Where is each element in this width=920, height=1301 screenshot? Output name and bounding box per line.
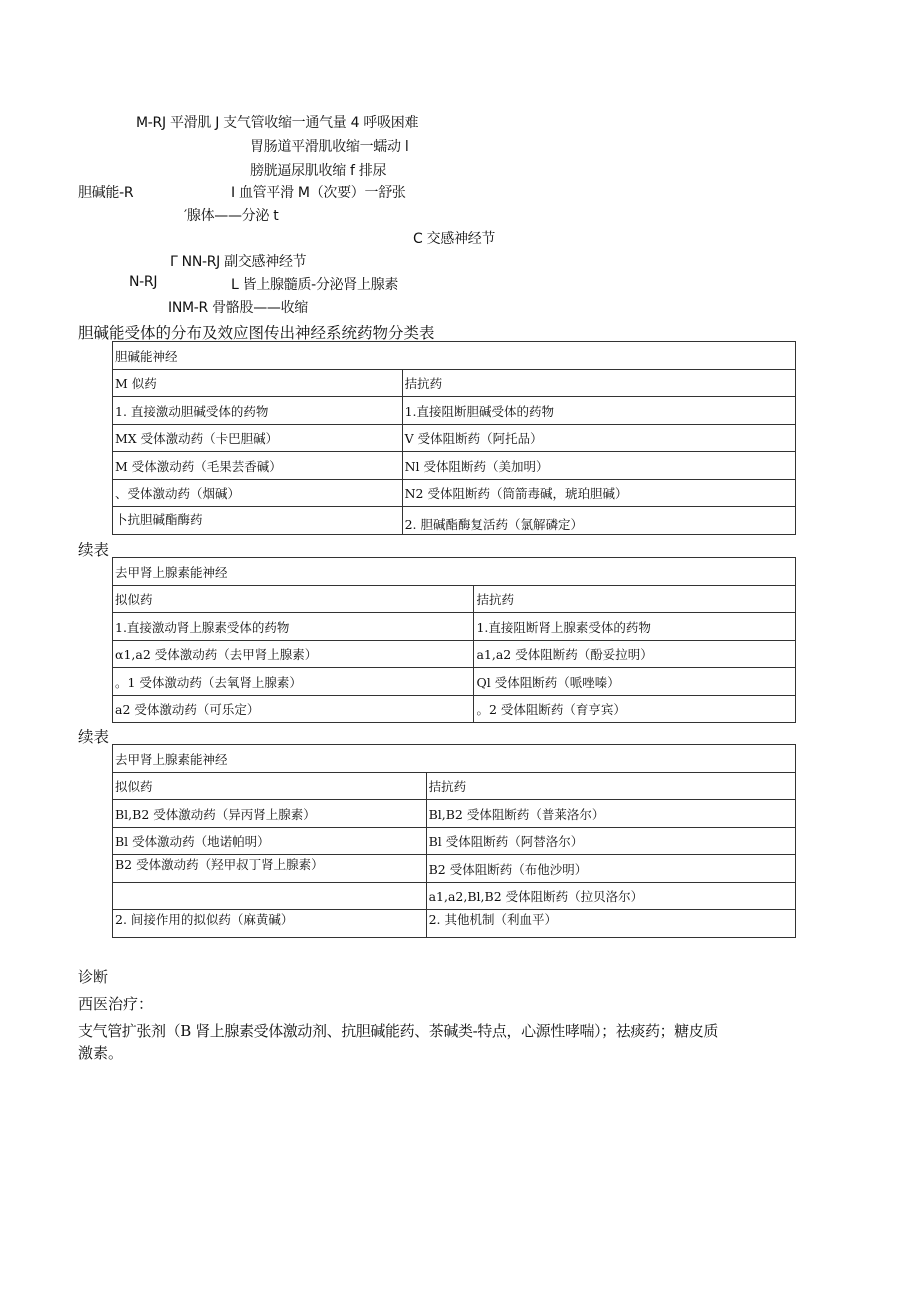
continued-label: 续表 bbox=[78, 728, 110, 746]
table-cell: 1. 直接激动胆碱受体的药物 bbox=[113, 397, 403, 425]
table-cell: Bl,B2 受体阻断药（普莱洛尔） bbox=[426, 800, 795, 828]
table-cell: M 似药 bbox=[113, 370, 403, 397]
table-row bbox=[113, 883, 796, 910]
table-row bbox=[113, 855, 796, 883]
table-cell: 拮抗药 bbox=[474, 586, 796, 613]
table-cell: B2 受体阻断药（布他沙明） bbox=[426, 855, 795, 883]
table-cell: 拟似药 bbox=[113, 586, 474, 613]
table-row bbox=[113, 370, 796, 397]
table-cell: 1.直接阻断肾上腺素受体的药物 bbox=[474, 613, 796, 641]
section-title: 胆碱能受体的分布及效应图传出神经系统药物分类表 bbox=[78, 324, 435, 342]
table-header: 去甲肾上腺素能神经 bbox=[113, 745, 796, 773]
cholinergic-drug-table bbox=[112, 341, 796, 535]
table-row bbox=[113, 668, 796, 696]
table-cell: B2 受体激动药（羟甲叔丁肾上腺素） bbox=[113, 855, 427, 883]
diagram-line-nm-receptor: INM-R 骨骼股——收缩 bbox=[168, 300, 309, 316]
table-cell: 。1 受体激动药（去氧肾上腺素） bbox=[113, 668, 474, 696]
continued-label: 续表 bbox=[78, 541, 110, 559]
table-row bbox=[113, 641, 796, 668]
table-cell: Bl 受体阻断药（阿替洛尔） bbox=[426, 828, 795, 855]
table-cell: 拮抗药 bbox=[426, 773, 795, 800]
diagram-root-label: 胆碱能-R bbox=[78, 185, 134, 201]
table-row bbox=[113, 910, 796, 938]
table-cell: V 受体阻断药（阿托品） bbox=[402, 425, 795, 452]
table-cell bbox=[113, 883, 427, 910]
table-row bbox=[113, 397, 796, 425]
table-row bbox=[113, 480, 796, 507]
table-cell: 拟似药 bbox=[113, 773, 427, 800]
table-cell: α1,a2 受体激动药（去甲肾上腺素） bbox=[113, 641, 474, 668]
table-cell: N2 受体阻断药（筒箭毒碱，琥珀胆碱） bbox=[402, 480, 795, 507]
table-cell: 。2 受体阻断药（育亨宾） bbox=[474, 696, 796, 723]
table-header-row bbox=[113, 342, 796, 370]
table-row bbox=[113, 425, 796, 452]
table-cell: 2. 胆碱酯酶复活药（氯解磷定） bbox=[402, 507, 795, 535]
table-row bbox=[113, 586, 796, 613]
table-row bbox=[113, 773, 796, 800]
table-row bbox=[113, 613, 796, 641]
table-cell: a1,a2,Bl,B2 受体阻断药（拉贝洛尔） bbox=[426, 883, 795, 910]
diagram-n-receptor-label: N-RJ bbox=[129, 274, 158, 290]
table-cell: a2 受体激动药（可乐定） bbox=[113, 696, 474, 723]
treatment-text-line-1: 支气管扩张剂（B 肾上腺素受体激动剂、抗胆碱能药、茶碱类-特点，心源性哮喘）；祛痰药；糖皮质 bbox=[78, 1022, 718, 1040]
table-row bbox=[113, 800, 796, 828]
diagram-line-vascular: I 血管平滑 M（次要）一舒张 bbox=[231, 185, 406, 201]
diagram-line-gi: 胃肠道平滑肌收缩一蠕动 l bbox=[250, 139, 409, 155]
table-header: 去甲肾上腺素能神经 bbox=[113, 558, 796, 586]
noradrenergic-alpha-table bbox=[112, 557, 796, 723]
table-cell: 、受体激动药（烟碱） bbox=[113, 480, 403, 507]
table-row bbox=[113, 696, 796, 723]
diagram-line-nn-receptor: Γ NN-RJ 副交感神经节 bbox=[170, 254, 307, 270]
table-cell: 1.直接阻断胆碱受体的药物 bbox=[402, 397, 795, 425]
diagram-line-bladder: 膀胱逼尿肌收缩 f 排尿 bbox=[250, 163, 387, 179]
table-header: 胆碱能神经 bbox=[113, 342, 796, 370]
table-row bbox=[113, 828, 796, 855]
noradrenergic-beta-table bbox=[112, 744, 796, 938]
table-cell: Bl,B2 受体激动药（异丙肾上腺素） bbox=[113, 800, 427, 828]
treatment-text-line-2: 激素。 bbox=[78, 1044, 124, 1062]
table-cell: Ql 受体阻断药（哌唑嗪） bbox=[474, 668, 796, 696]
table-cell: MX 受体激动药（卡巴胆碱） bbox=[113, 425, 403, 452]
table-header-row bbox=[113, 558, 796, 586]
table-cell: 拮抗药 bbox=[402, 370, 795, 397]
table-row bbox=[113, 507, 796, 535]
table-cell: 1.直接激动肾上腺素受体的药物 bbox=[113, 613, 474, 641]
table-cell: Nl 受体阻断药（美加明） bbox=[402, 452, 795, 480]
table-cell: 卜抗胆碱酯酶药 bbox=[113, 507, 403, 535]
table-row bbox=[113, 452, 796, 480]
table-cell: 2. 其他机制（利血平） bbox=[426, 910, 795, 938]
western-treatment-heading: 西医治疗： bbox=[78, 995, 154, 1013]
table-cell: 2. 间接作用的拟似药（麻黄碱） bbox=[113, 910, 427, 938]
diagnosis-heading: 诊断 bbox=[78, 968, 109, 986]
diagram-line-m-receptor: M-RJ 平滑肌 J 支气管收缩一通气量 4 呼吸困难 bbox=[136, 115, 419, 131]
table-header-row bbox=[113, 745, 796, 773]
table-cell: M 受体激动药（毛果芸香碱） bbox=[113, 452, 403, 480]
diagram-line-sympathetic: C 交感神经节 bbox=[413, 231, 496, 247]
diagram-line-gland: ′腺体——分泌 t bbox=[184, 208, 279, 224]
diagram-line-adrenal: L 皆上腺髓质-分泌肾上腺素 bbox=[231, 277, 399, 293]
table-cell: Bl 受体激动药（地诺帕明） bbox=[113, 828, 427, 855]
table-cell: a1,a2 受体阻断药（酚妥拉明） bbox=[474, 641, 796, 668]
